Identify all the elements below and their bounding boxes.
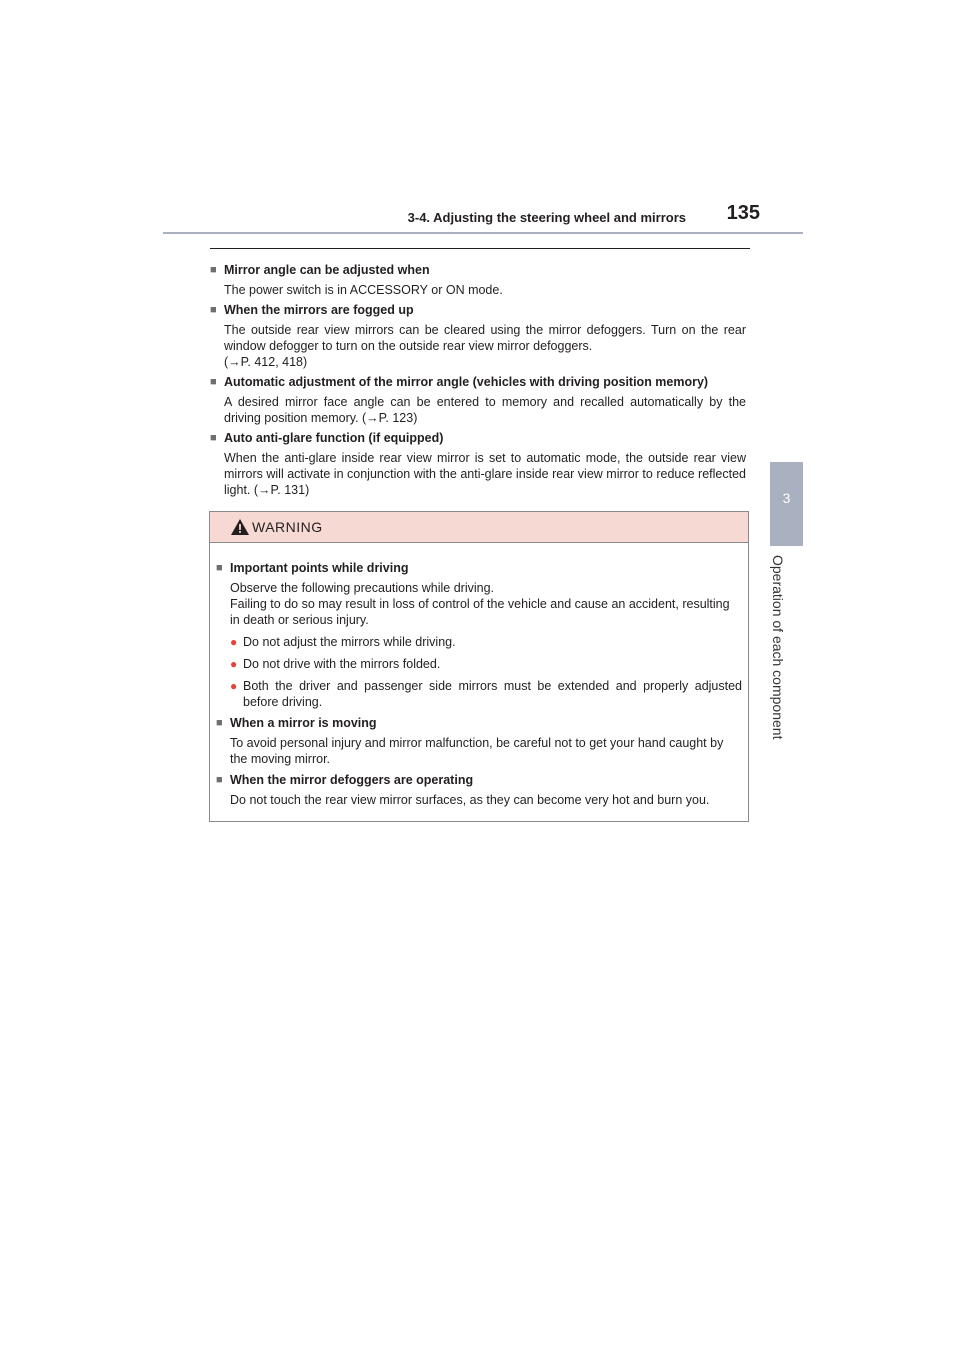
circle-bullet-icon: ● — [230, 657, 238, 671]
square-bullet-icon: ■ — [216, 562, 223, 574]
section-heading: ■ When the mirrors are fogged up — [210, 303, 414, 317]
square-bullet-icon: ■ — [210, 376, 217, 388]
square-bullet-icon: ■ — [210, 264, 217, 276]
section-body: The outside rear view mirrors can be cleared using the mirror defoggers. Turn on the rear window defogger to turn on the outside rear view mirror defoggers. (→P. 412, 418) — [224, 323, 746, 369]
warning-heading: ■ When a mirror is moving — [216, 716, 377, 730]
section-body: When the anti-glare inside rear view mirror is set to automatic mode, the outside rear view mirrors will activate in conjunction with the anti-glare inside rear view mirror to reduce reflected light. (→P. 131) — [224, 451, 746, 497]
square-bullet-icon: ■ — [216, 717, 223, 729]
section-body: The power switch is in ACCESSORY or ON mode. — [224, 283, 503, 297]
square-bullet-icon: ■ — [216, 774, 223, 786]
section-title: 3-4. Adjusting the steering wheel and mirrors — [407, 210, 686, 225]
header-divider — [163, 232, 803, 234]
warning-heading: ■ Important points while driving — [216, 561, 409, 575]
warning-text: Do not touch the rear view mirror surfaces, as they can become very hot and burn you. — [230, 793, 710, 807]
warning-box — [209, 511, 749, 822]
section-heading: ■ Mirror angle can be adjusted when — [210, 263, 430, 277]
main-content — [210, 258, 746, 502]
warning-bullet: ● Both the driver and passenger side mirrors must be extended and properly adjusted before driving. — [230, 679, 742, 709]
chapter-label: Operation of each component — [770, 555, 786, 740]
section-body: A desired mirror face angle can be entered to memory and recalled automatically by the driving position memory. (→P. 123) — [224, 395, 746, 425]
section-heading: ■ Automatic adjustment of the mirror angle (vehicles with driving position memory) — [210, 375, 709, 389]
circle-bullet-icon: ● — [230, 635, 238, 649]
chapter-number: 3 — [782, 490, 791, 506]
warning-text: Observe the following precautions while driving. Failing to do so may result in loss of control of the vehicle and cause an accident, resulting in death or serious injury. — [230, 581, 730, 627]
warning-text: To avoid personal injury and mirror malfunction, be careful not to get your hand caught by the moving mirror. — [230, 736, 724, 766]
page-number: 135 — [726, 202, 760, 224]
square-bullet-icon: ■ — [210, 304, 217, 316]
warning-title: WARNING — [252, 519, 323, 535]
content-divider — [210, 248, 750, 249]
square-bullet-icon: ■ — [210, 432, 217, 444]
warning-header — [210, 512, 748, 543]
page-reference: (→P. 412, 418) — [224, 355, 308, 369]
warning-bullet: ● Do not drive with the mirrors folded. — [230, 657, 441, 671]
warning-triangle-icon — [231, 519, 249, 535]
warning-heading: ■ When the mirror defoggers are operating — [216, 773, 474, 787]
section-heading: ■ Auto anti-glare function (if equipped) — [210, 431, 444, 445]
warning-bullet: ● Do not adjust the mirrors while driving. — [230, 635, 456, 649]
circle-bullet-icon: ● — [230, 679, 238, 693]
